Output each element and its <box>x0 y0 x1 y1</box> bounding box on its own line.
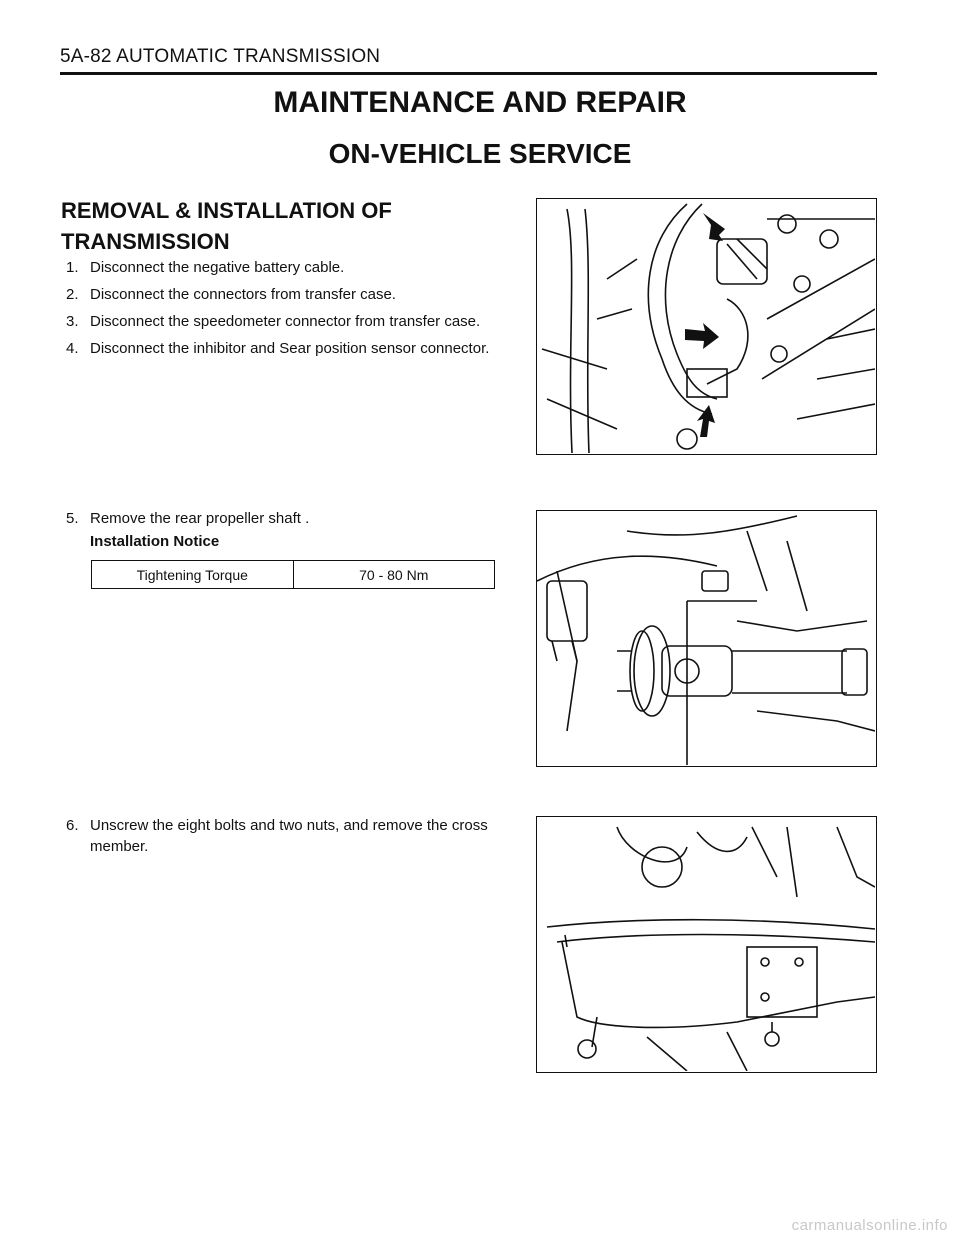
running-header: 5A-82 AUTOMATIC TRANSMISSION <box>60 46 381 67</box>
propeller-shaft-drawing <box>537 511 875 765</box>
table-row <box>92 561 495 589</box>
step-item <box>66 311 496 332</box>
step-number: 1. <box>66 259 79 276</box>
step-number: 6. <box>66 817 79 834</box>
step-number: 5. <box>66 510 79 527</box>
figure-connectors-illustration <box>536 198 877 455</box>
steps-list-1 <box>66 257 496 365</box>
section-heading-line1: REMOVAL & INSTALLATION OF <box>61 198 392 223</box>
header-rule <box>60 72 877 75</box>
step-text: Remove the rear propeller shaft . <box>90 510 310 527</box>
step-text: Disconnect the negative battery cable. <box>90 259 345 276</box>
torque-item-cell: Tightening Torque <box>92 561 294 589</box>
step-item <box>66 284 496 305</box>
installation-notice-label: Installation Notice <box>90 533 220 550</box>
step-text: Disconnect the connectors from transfer case. <box>90 286 396 303</box>
watermark: carmanualsonline.info <box>791 1217 948 1234</box>
step-number: 4. <box>66 340 79 357</box>
steps-list-2 <box>66 508 496 535</box>
section-heading <box>61 195 481 257</box>
step-item <box>66 815 496 857</box>
figure-propeller-shaft-illustration <box>536 510 877 767</box>
steps-list-3 <box>66 815 496 863</box>
connectors-drawing <box>537 199 875 453</box>
step-text: Disconnect the speedometer connector from transfer case. <box>90 313 481 330</box>
step-text: Disconnect the inhibitor and Sear position sensor connector. <box>90 340 490 357</box>
torque-table <box>91 560 495 589</box>
torque-value-cell: 70 - 80 Nm <box>293 561 495 589</box>
step-item <box>66 508 496 529</box>
step-item <box>66 257 496 278</box>
step-number: 3. <box>66 313 79 330</box>
step-number: 2. <box>66 286 79 303</box>
cross-member-drawing <box>537 817 875 1071</box>
section-heading-line2: TRANSMISSION <box>61 229 230 254</box>
page-subtitle: ON-VEHICLE SERVICE <box>328 138 632 169</box>
step-text: Unscrew the eight bolts and two nuts, and remove the cross member. <box>90 817 488 855</box>
page-title: MAINTENANCE AND REPAIR <box>273 86 687 119</box>
figure-cross-member-illustration <box>536 816 877 1073</box>
step-item <box>66 338 496 359</box>
